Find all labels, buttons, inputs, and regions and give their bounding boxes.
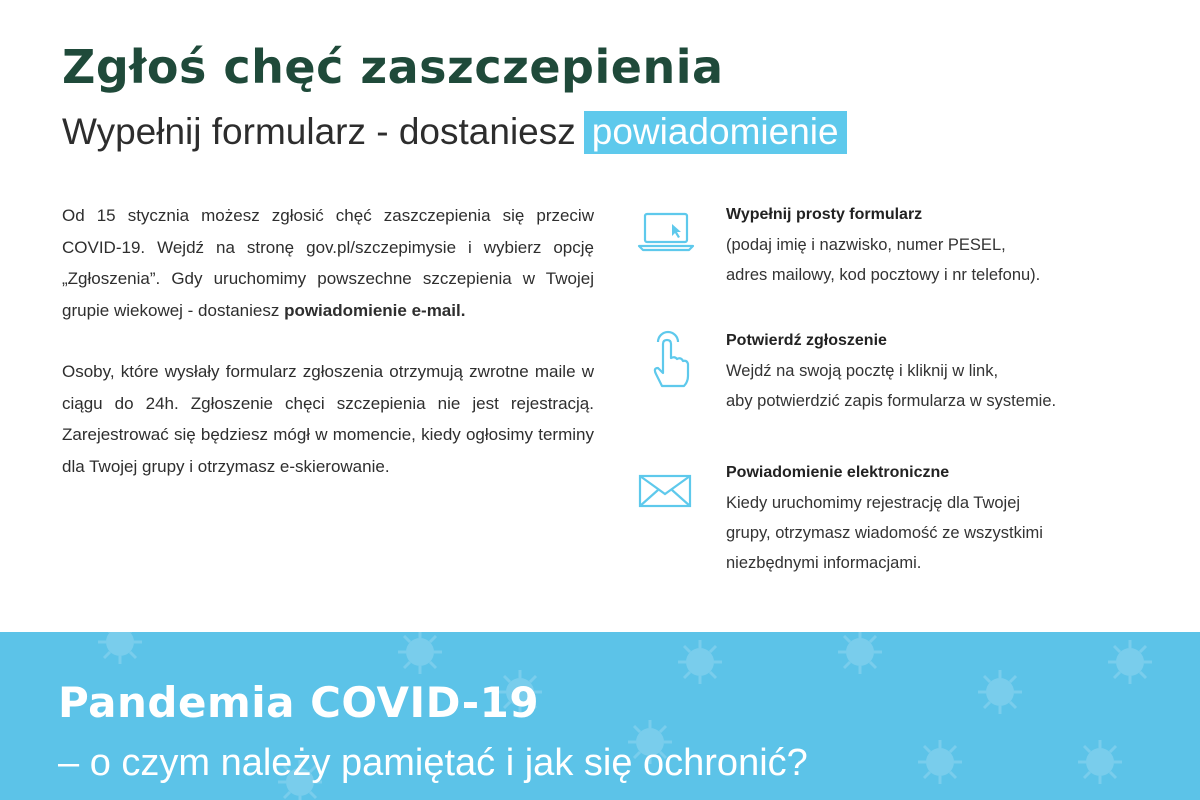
hand-pointer-icon bbox=[636, 330, 696, 390]
subtitle-highlight: powiadomienie bbox=[584, 111, 847, 154]
covid-banner bbox=[0, 632, 1200, 800]
step-line: grupy, otrzymasz wiadomość ze wszystkimi bbox=[726, 524, 1043, 542]
page-title: Zgłoś chęć zaszczepienia bbox=[62, 40, 724, 94]
subtitle-prefix: Wypełnij formularz - dostaniesz bbox=[62, 111, 576, 152]
intro-text bbox=[62, 200, 594, 482]
step-notification bbox=[622, 458, 1182, 578]
step-line: aby potwierdzić zapis formularza w systemie. bbox=[726, 392, 1057, 410]
intro-paragraph-1-bold: powiadomienie e-mail. bbox=[284, 300, 466, 320]
step-line: Kiedy uruchomimy rejestrację dla Twojej bbox=[726, 494, 1021, 512]
step-confirm bbox=[622, 326, 1182, 446]
step-line: Wejdź na swoją pocztę i kliknij w link, bbox=[726, 362, 999, 380]
intro-paragraph-1 bbox=[62, 200, 594, 326]
intro-paragraph-2: Osoby, które wysłały formularz zgłoszenia otrzymują zwrotne maile w ciągu do 24h. Zgłoszenie chęci szczepienia nie jest rejestracją. Zarejestrować się będziesz mógł w momencie, kiedy ogłosimy terminy dla Twojej grupy i otrzymasz e-skierowanie. bbox=[62, 362, 594, 476]
step-line: niezbędnymi informacjami. bbox=[726, 554, 922, 572]
step-fill-form bbox=[622, 200, 1182, 320]
laptop-icon bbox=[636, 204, 696, 264]
banner-title: Pandemia COVID-19 bbox=[58, 678, 540, 727]
step-heading: Potwierdź zgłoszenie bbox=[726, 332, 887, 349]
envelope-icon bbox=[636, 462, 696, 522]
step-line: adres mailowy, kod pocztowy i nr telefonu). bbox=[726, 266, 1041, 284]
intro-paragraph-1-text: Od 15 stycznia możesz zgłosić chęć zaszczepienia się przeciw COVID-19. Wejdź na stronę gov.pl/szczepimysie i wybierz opcję „Zgłoszenia”. Gdy uruchomimy powszechne szczepienia w Twojej grupie wiekowej - dostaniesz bbox=[62, 206, 594, 320]
page-subtitle bbox=[62, 111, 847, 153]
banner-subtitle: – o czym należy pamiętać i jak się ochronić? bbox=[58, 742, 808, 784]
step-line: (podaj imię i nazwisko, numer PESEL, bbox=[726, 236, 1006, 254]
step-heading: Powiadomienie elektroniczne bbox=[726, 464, 950, 481]
step-heading: Wypełnij prosty formularz bbox=[726, 206, 923, 223]
